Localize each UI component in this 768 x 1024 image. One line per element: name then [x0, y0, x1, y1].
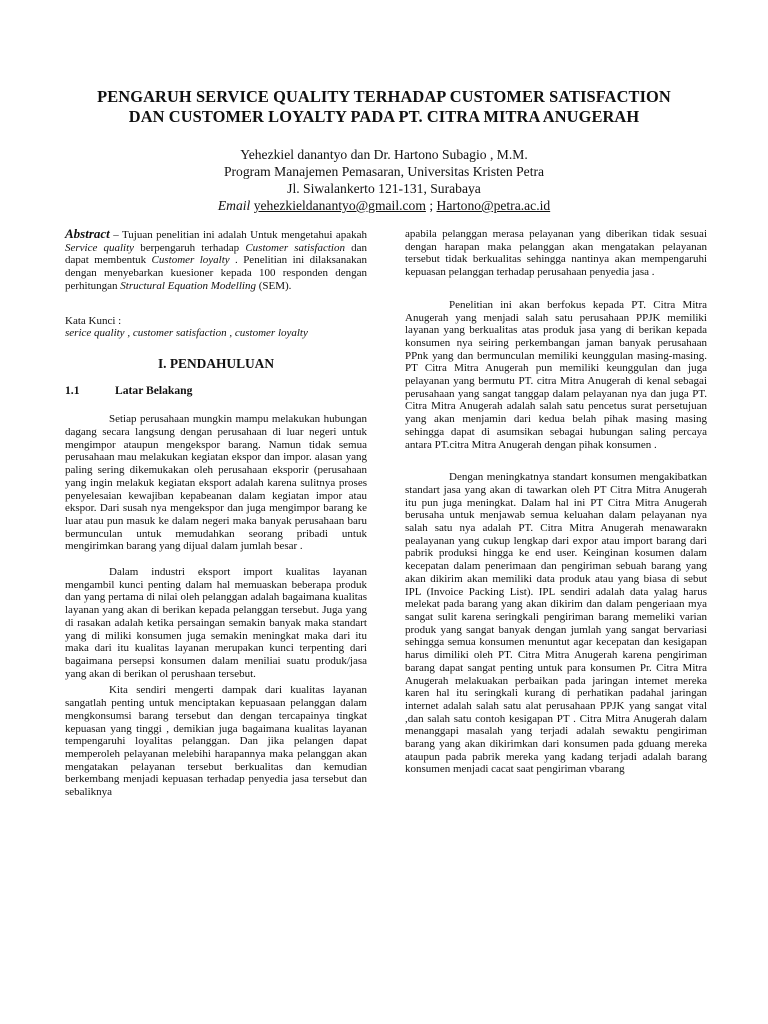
abstract-term-sem: Structural Equation Modelling: [120, 279, 256, 292]
abstract-term-customer-loyalty: Customer loyalty: [151, 254, 230, 267]
abstract-text-4: . Penelitian ini dilaksanakan dengan menyebarkan kuesioner kepada 100 responden dengan perhitungan: [65, 254, 367, 292]
body-paragraph: Dalam industri eksport import kualitas layanan mengambil kunci penting dalam hal memuaskan beberapa produk dan yang pertama di nilai oleh pelanggan adalah bagaimana kualitas layanan yang akan di berikan kepada pelanggan tersebut. Juga yang di rasakan adalah ketika persaingan semakin banyak maka standart yang di miliki konsumen juga semakin meningkat maka dari itu maka dari itu kualitas layanan merupakan kunci terpenting dari bagaimana persepsi konsumen dalam meniliai suatu produk/jasa yang akan di berikan ol perushaan tersebut.: [65, 566, 367, 680]
body-paragraph: Kita sendiri mengerti dampak dari kualitas layanan sangatlah penting untuk menciptakan kepuasaan pelanggan dalam mengkonsumsi barang tersebut dan dengan tercapainya tingkat kepuasan yang tinggi , demikian juga bagaimana kualitas layanan tempengaruhi loyalitas pelanggan. Dan jika pelangen dapat memperoleh pelayanan melebihi harapannya maka pelanggan akan mengatakan pelayanan tersebut berkualitas dan kemudian berkembang menjadi kepuasan terhadap penyedia jasa tersebut dan sebaliknya: [65, 684, 367, 799]
title-line-1: PENGARUH SERVICE QUALITY TERHADAP CUSTOMER SATISFACTION: [97, 87, 671, 106]
abstract-term-customer-satisfaction: Customer satisfaction: [245, 241, 345, 254]
keywords-list: serice quality , customer satisfaction , customer loyalty: [65, 327, 308, 340]
author-program: Program Manajemen Pemasaran, Universitas Kristen Petra: [223, 164, 545, 179]
email-separator: ;: [429, 198, 437, 213]
section-heading: I. PENDAHULUAN: [157, 355, 275, 371]
author-address: Jl. Siwalankerto 121-131, Surabaya: [287, 181, 481, 196]
keywords-label: Kata Kunci :: [65, 314, 122, 327]
abstract-text-1: – Tujuan penelitian ini adalah Untuk mengetahui apakah: [109, 229, 367, 241]
subsection-number: 1.1: [65, 383, 80, 397]
body-paragraph: Dengan meningkatnya standart konsumen mengakibatkan standart jasa yang akan di tawarkan oleh PT Citra Mitra Anugerah itu pun juga meningkat. Dalam hal ini PT Citra Mitra Anugerah berusaha untuk menjawab semua keluahan dalam pelayanan nya salah satu nya adalah PT. Citra Mitra Anugerah menawarakn pealayanan yang cukup lengkap dari expor atau import barang dari pabrik produksi hingga ke end user. Keinginan kosumen dalam kecepatan dalam penerimaan dan pengiriman sebuah barang yang akan dikirim akan memiliki data produk atau yang biasa di sebut IPL (Invoice Packing List). IPL sendiri adalah data yalag harus melekat pada barang yang akan dikirim dan dalam pengeriaan mya sangat sulit karena seringkali pengiriman barang memeliki varian produk yang sangat banyak dengan jumlah yang sangat bervariasi sehingga semua konsumen menuntut agar kecepatan dan kesigapan harus dimiliki oleh PT. Citra Mitra Anugerah karena pengiriman barang dapat sangat penting untuk para konsumen Pr. Citra Mitra Anugerah melakuakan perbaikan pada jaringan intemet mereka karen hal itu seringkali kurang di perhatikan padahal jaringan internet adalah salah satu alat perusahaan PPJK yang sangat vital ,dan salah satu contoh kesigapan PT . Citra Mitra Anugerah dalam menanggapi masalah yang terjadi adalah sewaktu pengiriman barang yang akan dikirimkan dari konsumen pada gduang mereka ataupun pada pabrik mereka yang kadang terjadi adalah barang konsumen menjadi cacat saat pengiriman vbarang: [405, 471, 707, 776]
body-paragraph: Penelitian ini akan berfokus kepada PT. Citra Mitra Anugerah yang menjadi salah satu perusahaan PPJK memiliki layanan yang berkualitas atas produk jasa yang di berikan kepada konsumen nya seiring perkembangan jaman banyak perusahaan PPnk yang dan bermunculan memiliki keunggulan masing-masing. PT Citra Mitra Anugerah pun memiliki keunggulan dan juga pelayanan yang bermutu PT. citra Mitra Anugerah di kenal sebagai perusahaan yang sangat tanggap dalam pelayanan nya dan juga PT. Citra Mitra Anugerah adalah salah satu pencetus surat persetujuan yang akan menjamin dari kedua belah pihak masing masing sehingga dapat di asumsikan sebagai hubungan saling percaya antara PT.citra Mitra Anugerah dengan pihak konsumen .: [405, 298, 707, 451]
abstract-text-2: berpengaruh terhadap: [134, 241, 246, 254]
author-names: Yehezkiel danantyo dan Dr. Hartono Subagio , M.M.: [240, 147, 528, 162]
abstract-label: Abstract: [65, 226, 110, 241]
author-emails: [40, 197, 728, 214]
abstract-text-3: dan dapat membentuk: [65, 241, 368, 267]
title-line-2: DAN CUSTOMER LOYALTY PADA PT. CITRA MITRA ANUGERAH: [128, 107, 640, 126]
email-link-1[interactable]: yehezkieldanantyo@gmail.com: [253, 198, 426, 213]
right-column: [405, 228, 707, 776]
subsection-heading: [65, 385, 367, 398]
left-column: [65, 228, 367, 799]
subsection-title: Latar Belakang: [115, 383, 193, 397]
body-paragraph: apabila pelanggan merasa pelayanan yang diberikan tidak sesuai dengan harapan maka pelanggan akan mengatakan pelayanan tersebut tidak berkualitas sehingga nantinya akan mempengaruhi kepuasan pelanggan terhadap perusahaan penyedia jasa .: [405, 228, 707, 279]
abstract-paragraph: [65, 228, 367, 293]
email-link-2[interactable]: Hartono@petra.ac.id: [436, 198, 551, 213]
abstract-term-service-quality: Service quality: [65, 241, 135, 254]
paper-title: [40, 87, 728, 127]
body-paragraph: Setiap perusahaan mungkin mampu melakukan hubungan dagang secara langsung dengan perusahaan di luar negeri untuk mengimpor ataupun mengekspor barang. Namun tidak semua perusahaan mau melakukan kegiatan ekspor dan impor. alasan yang paling sering dikemukakan oleh perusahaan eksporir (perusahaan yang ingin melakuk kegiatan eksport adalah karena sulitnya proses penyelesaian kewajiban kepabeanan dalam kegiatan impor atau ekspor. Dari susah nya mengekspor dan juga mengimpor barang ke luar atau pun masuk ke dalam negeri maka banyak perusahaan baru bermunculan untuk memudahkan seorang pribadi untuk mengirimkan barang yang dijual dalam jumlah besar .: [65, 413, 367, 553]
abstract-text-5: (SEM).: [255, 279, 292, 292]
author-block: [40, 146, 728, 214]
email-label: Email: [217, 198, 251, 213]
